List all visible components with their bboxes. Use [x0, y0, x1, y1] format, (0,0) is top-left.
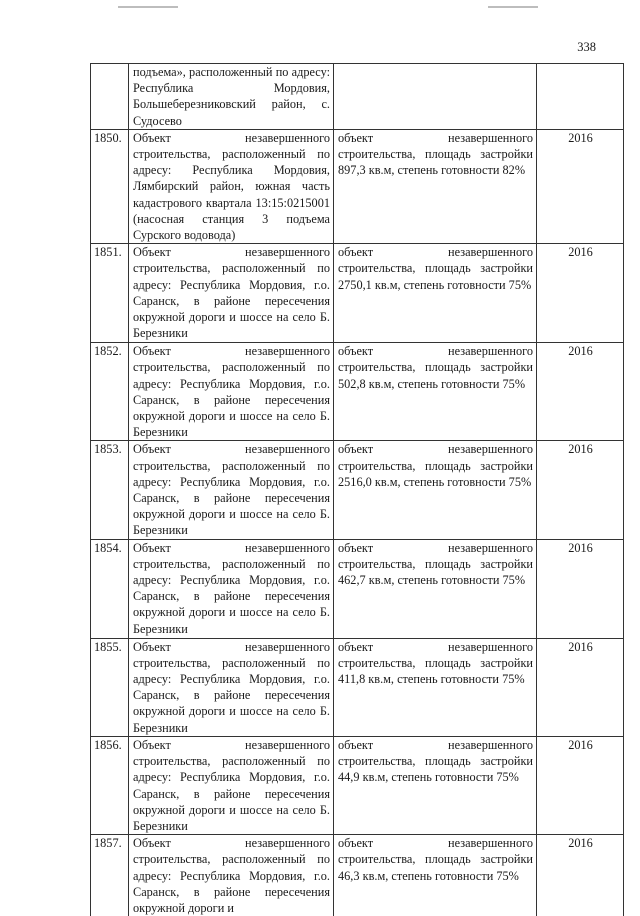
table-row	[91, 638, 624, 736]
table-row	[91, 441, 624, 539]
object-description: Объект незавершенного строительства, расположенный по адресу: Республика Мордовия, г.о. Саранск, в районе пересечения окружной дороги и шоссе на село Б. Березники	[129, 736, 334, 834]
object-characteristics: объект незавершенного строительства, площадь застройки 502,8 кв.м, степень готовности 75%	[334, 343, 537, 441]
table-row	[91, 835, 624, 916]
registration-year: 2016	[537, 736, 624, 834]
registration-year: 2016	[537, 244, 624, 343]
object-description: Объект незавершенного строительства, расположенный по адресу: Республика Мордовия, г.о. Саранск, в районе пересечения окружной дороги и шоссе на село Б. Березники	[129, 343, 334, 441]
table-row	[91, 129, 624, 243]
row-number: 1854.	[91, 539, 129, 638]
registration-year: 2016	[537, 129, 624, 243]
object-description: подъема», расположенный по адресу: Республика Мордовия, Большеберезниковский район, с. Судосево	[129, 64, 334, 130]
scan-artifact-left	[118, 6, 178, 8]
row-number: 1852.	[91, 343, 129, 441]
registration-year: 2016	[537, 539, 624, 638]
object-characteristics: объект незавершенного строительства, площадь застройки 44,9 кв.м, степень готовности 75%	[334, 736, 537, 834]
registration-year: 2016	[537, 835, 624, 916]
object-description: Объект незавершенного строительства, расположенный по адресу: Республика Мордовия, г.о. Саранск, в районе пересечения окружной дороги и шоссе на село Б. Березники	[129, 638, 334, 736]
row-number: 1857.	[91, 835, 129, 916]
table-row	[91, 64, 624, 130]
object-description: Объект незавершенного строительства, расположенный по адресу: Республика Мордовия, г.о. Саранск, в районе пересечения окружной дороги и шоссе на село Б. Березники	[129, 244, 334, 343]
row-number: 1853.	[91, 441, 129, 539]
object-description: Объект незавершенного строительства, расположенный по адресу: Республика Мордовия, г.о. Саранск, в районе пересечения окружной дороги и шоссе на село Б. Березники	[129, 441, 334, 539]
row-number: 1855.	[91, 638, 129, 736]
table-row	[91, 343, 624, 441]
scan-artifact-right	[488, 6, 538, 8]
object-description: Объект незавершенного строительства, расположенный по адресу: Республика Мордовия, г.о. Саранск, в районе пересечения окружной дороги и шоссе на село Б. Березники	[129, 539, 334, 638]
object-characteristics: объект незавершенного строительства, площадь застройки 2516,0 кв.м, степень готовности 75%	[334, 441, 537, 539]
row-number: 1856.	[91, 736, 129, 834]
registration-year	[537, 64, 624, 130]
table-row	[91, 736, 624, 834]
object-description: Объект незавершенного строительства, расположенный по адресу: Республика Мордовия, г.о. Саранск, в районе пересечения окружной дороги и	[129, 835, 334, 916]
registration-year: 2016	[537, 441, 624, 539]
object-characteristics: объект незавершенного строительства, площадь застройки 897,3 кв.м, степень готовности 82%	[334, 129, 537, 243]
property-registry-table	[90, 63, 624, 916]
table-row	[91, 244, 624, 343]
object-characteristics: объект незавершенного строительства, площадь застройки 46,3 кв.м, степень готовности 75%	[334, 835, 537, 916]
object-characteristics	[334, 64, 537, 130]
row-number: 1851.	[91, 244, 129, 343]
row-number: 1850.	[91, 129, 129, 243]
registration-year: 2016	[537, 638, 624, 736]
registration-year: 2016	[537, 343, 624, 441]
object-characteristics: объект незавершенного строительства, площадь застройки 2750,1 кв.м, степень готовности 75%	[334, 244, 537, 343]
object-characteristics: объект незавершенного строительства, площадь застройки 462,7 кв.м, степень готовности 75%	[334, 539, 537, 638]
row-number	[91, 64, 129, 130]
table-row	[91, 539, 624, 638]
object-description: Объект незавершенного строительства, расположенный по адресу: Республика Мордовия, Лямбирский район, южная часть кадастрового квартала 13:15:0215001 (насосная станция 3 подъема Сурского водовода)	[129, 129, 334, 243]
page-number: 338	[577, 40, 596, 54]
object-characteristics: объект незавершенного строительства, площадь застройки 411,8 кв.м, степень готовности 75%	[334, 638, 537, 736]
